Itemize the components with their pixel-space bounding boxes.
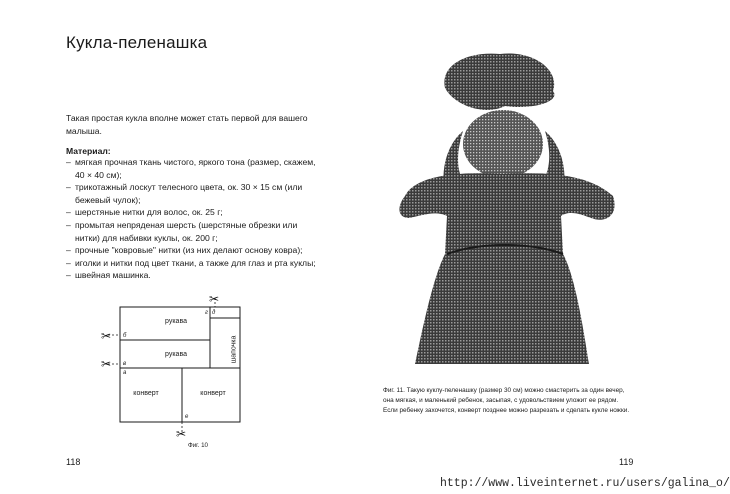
konvert-label: конверт	[133, 390, 159, 397]
scissors-icon: ✂	[176, 427, 187, 441]
konvert-label: конверт	[200, 390, 226, 397]
shapochka-label: шапочка	[230, 335, 238, 364]
pattern-letter: б	[123, 333, 127, 339]
figure-11-caption: Фиг. 11. Такую куклу-пеленашку (размер 30 см) можно смастерить за один вечер, она мягкая, и маленький ребенок, засыпая, с удовольствием уложит ее рядом. Если ребенку захочется, конверт позднее можно разрезать и сделать кукле ножки.	[383, 387, 630, 414]
materials-item: – шерстяные нитки для волос, ок. 25 г;	[66, 207, 223, 218]
source-watermark: http://www.liveinternet.ru/users/galina_o/	[440, 477, 730, 490]
page-number-right: 119	[619, 457, 634, 467]
materials-item: – прочные "ковровые" нитки (из них делают основу ковра);	[66, 245, 303, 256]
doll-face	[463, 110, 543, 178]
pattern-letter: д	[212, 310, 216, 316]
doll-body	[399, 173, 614, 364]
page-title: Кукла-пеленашка	[66, 33, 208, 52]
page-number-left: 118	[66, 457, 81, 467]
materials-item: – промытая непряденая шерсть (шерстяные обрезки или нитки) для набивки куклы, ок. 200 г;	[66, 219, 298, 243]
materials-item: – трикотажный лоскут телесного цвета, ок. 30 × 15 см (или бежевый чулок);	[66, 182, 303, 205]
materials-item: – мягкая прочная ткань чистого, яркого тона (размер, скажем, 40 × 40 см);	[66, 157, 316, 180]
pattern-letter: г	[205, 310, 208, 316]
pattern-letter: е	[185, 414, 189, 420]
pattern-letter: а	[123, 370, 127, 376]
doll-illustration	[385, 46, 631, 374]
rukava-label: рукава	[165, 318, 187, 325]
materials-heading: Материал:	[66, 146, 111, 156]
scissors-icon: ✂	[101, 329, 112, 343]
intro-paragraph: Такая простая кукла вполне может стать первой для вашего малыша.	[66, 113, 308, 136]
cutting-pattern-diagram	[100, 290, 250, 450]
scissors-icon: ✂	[101, 357, 112, 371]
figure-10-caption: Фиг. 10	[188, 442, 208, 449]
scissors-icon: ✂	[209, 292, 220, 306]
doll-hat	[444, 54, 554, 110]
materials-item: – швейная машинка.	[66, 270, 151, 281]
doll-photo	[385, 46, 631, 374]
materials-list	[66, 156, 322, 282]
pattern-letter: в	[123, 361, 127, 367]
materials-item: – иголки и нитки под цвет ткани, а также для глаз и рта куклы;	[66, 257, 316, 268]
rukava-label: рукава	[165, 351, 187, 358]
